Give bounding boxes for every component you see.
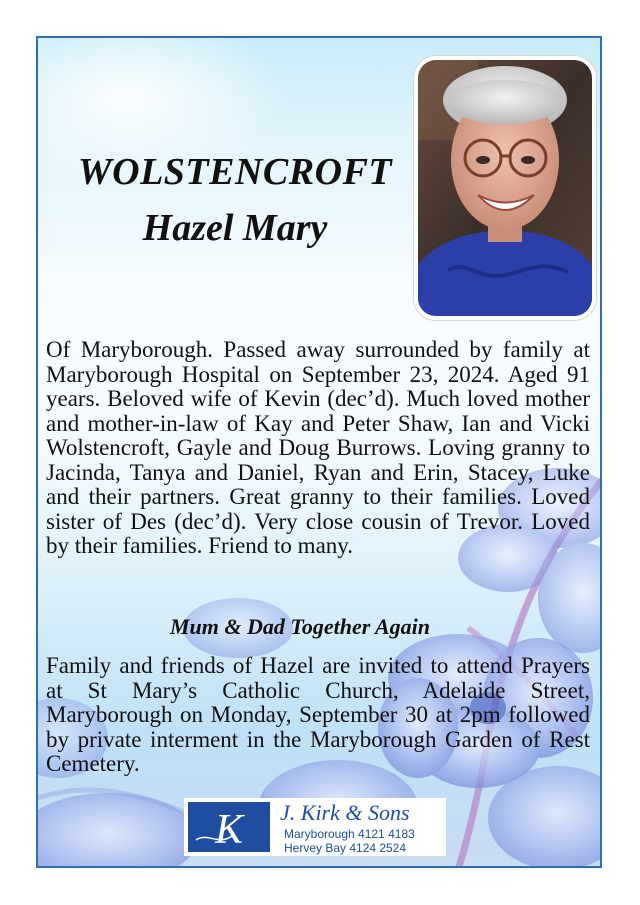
funeral-director-name: J. Kirk & Sons bbox=[280, 800, 410, 825]
portrait-photo bbox=[414, 56, 596, 320]
kirk-monogram-icon bbox=[188, 802, 270, 852]
portrait-illustration bbox=[418, 60, 592, 316]
tagline: Mum & Dad Together Again bbox=[170, 614, 430, 639]
phone-maryborough: Maryborough 4121 4183 bbox=[284, 827, 415, 841]
svg-text:K: K bbox=[214, 807, 244, 852]
notice-frame bbox=[36, 36, 602, 868]
notice-paragraph-2: Family and friends of Hazel are invited to attend Prayers at St Mary’s Catholic Church, Adelaide Street, Maryborough on Monday, September 30 at 2pm followed by private interment in the Maryborough Garden of Rest Cemetery. bbox=[46, 653, 590, 776]
funeral-director-logo bbox=[184, 798, 446, 856]
notice-paragraph-1: Of Maryborough. Passed away surrounded by family at Maryborough Hospital on September 23, 2024. Aged 91 years. Beloved wife of Kevin (dec’d). Much loved mother and mother-in-law of Kay and Peter Shaw, Ian and Vicki Wolstencroft, Gayle and Doug Burrows. Loving granny to Jacinda, Tanya and Daniel, Ryan and Erin, Stacey, Luke and their partners. Great granny to their families. Loved sister of Des (dec’d). Very close cousin of Trevor. Loved by their families. Friend to many. bbox=[46, 337, 590, 558]
phone-hervey-bay: Hervey Bay 4124 2524 bbox=[284, 841, 407, 855]
given-names: Hazel Mary bbox=[142, 207, 328, 249]
surname: WOLSTENCROFT bbox=[77, 151, 393, 193]
